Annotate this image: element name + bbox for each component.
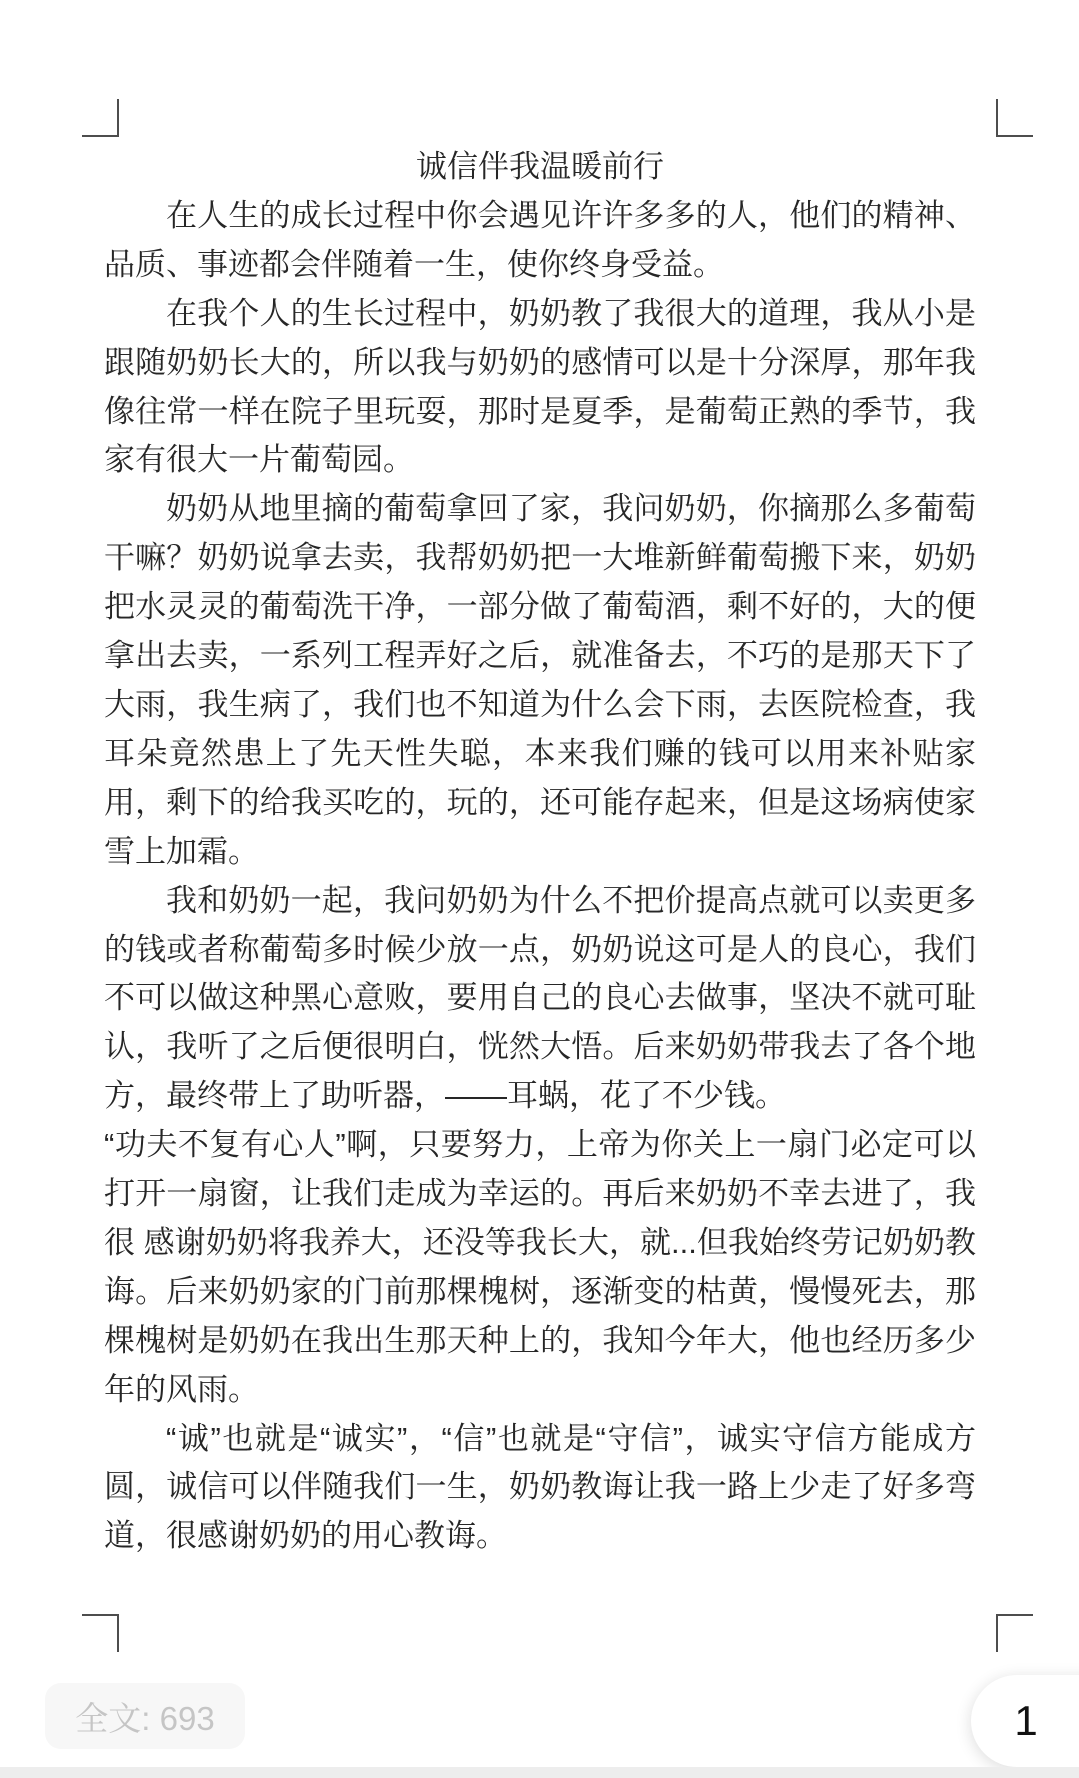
paragraph: 奶奶从地里摘的葡萄拿回了家，我问奶奶，你摘那么多葡萄干嘛？奶奶说拿去卖，我帮奶奶把一大堆新鲜葡萄搬下来，奶奶把水灵灵的葡萄洗干净，一部分做了葡萄酒，剩不好的，大的便拿出去卖，一系列工程弄好之后，就准备去，不巧的是那天下了大雨，我生病了，我们也不知道为什么会下雨，去医院检查，我耳朵竟然患上了先天性失聪，本来我们赚的钱可以用来补贴家用，剩下的给我买吃的，玩的，还可能存起来，但是这场病使家雪上加霜。 bbox=[104, 491, 976, 869]
paragraph: 我和奶奶一起，我问奶奶为什么不把价提高点就可以卖更多的钱或者称葡萄多时候少放一点，奶奶说这可是人的良心，我们不可以做这种黑心意败，要用自己的良心去做事，坚决不就可耻认，我听了之后便很明白，恍然大悟。后来奶奶带我去了各个地方，最终带上了助听器，——耳蜗，花了不少钱。 bbox=[104, 882, 976, 1114]
page-number-label: 1 bbox=[1014, 1697, 1038, 1744]
paragraph: 在我个人的生长过程中，奶奶教了我很大的道理，我从小是跟随奶奶长大的，所以我与奶奶的感情可以是十分深厚，那年我像往常一样在院子里玩耍，那时是夏季，是葡萄正熟的季节，我家有很大一片葡萄园。 bbox=[104, 295, 976, 478]
paragraph: “诚”也就是“诚实”，“信”也就是“守信”，诚实守信方能成方圆，诚信可以伴随我们一生，奶奶教诲让我一路上少走了好多弯道，很感谢奶奶的用心教诲。 bbox=[104, 1420, 976, 1554]
paragraph: “功夫不复有心人”啊，只要努力，上帝为你关上一扇门必定可以打开一扇窗，让我们走成为幸运的。再后来奶奶不幸去进了，我很 感谢奶奶将我养大，还没等我长大，就...但我始终劳记奶奶教诲。后来奶奶家的门前那棵槐树，逐渐变的枯黄，慢慢死去，那棵槐树是奶奶在我出生那天种上的，我知今年大，他也经历多少年的风雨。 bbox=[104, 1127, 976, 1407]
margin-mark-top-right-icon bbox=[996, 99, 1033, 137]
document-title: 诚信伴我温暖前行 bbox=[416, 149, 664, 184]
margin-mark-bottom-left-icon bbox=[82, 1614, 119, 1652]
paragraph: 在人生的成长过程中你会遇见许许多多的人，他们的精神、品质、事迹都会伴随着一生，使你终身受益。 bbox=[104, 197, 976, 282]
margin-mark-bottom-right-icon bbox=[996, 1614, 1033, 1652]
word-count-label: 全文: 693 bbox=[75, 1699, 215, 1737]
bottom-edge-strip bbox=[0, 1767, 1079, 1778]
margin-mark-top-left-icon bbox=[82, 99, 119, 137]
page-number-badge[interactable] bbox=[971, 1675, 1079, 1767]
document-content bbox=[104, 143, 976, 1561]
word-count-badge bbox=[45, 1683, 245, 1749]
